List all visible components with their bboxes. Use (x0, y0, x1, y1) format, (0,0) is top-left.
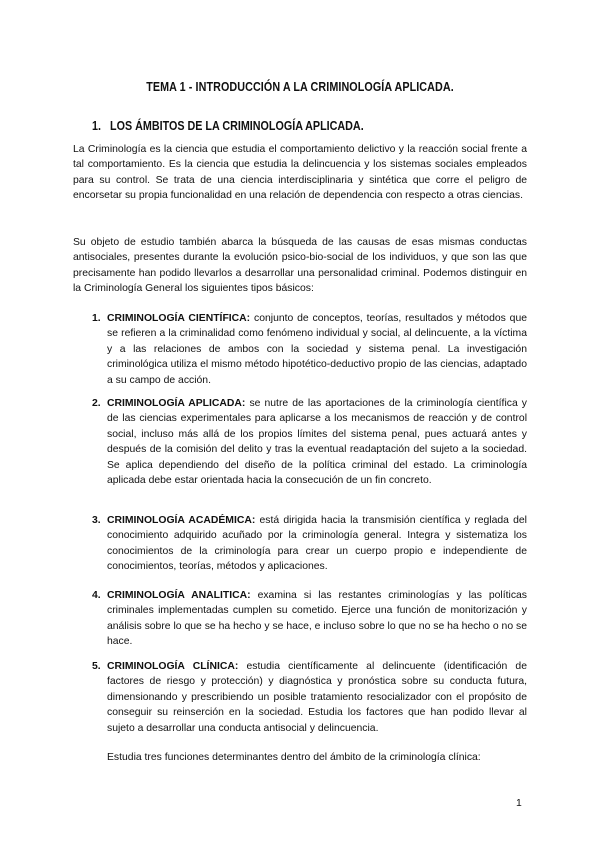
list-item (92, 396, 527, 488)
list-item-term: CRIMINOLOGÍA ACADÉMICA: (107, 515, 256, 526)
document-title: TEMA 1 - INTRODUCCIÓN A LA CRIMINOLOGÍA APLICADA. (146, 80, 454, 94)
list-item-number: 3. (92, 515, 101, 526)
closing-line: Estudia tres funciones determinantes dentro del ámbito de la criminología clínica: (107, 752, 481, 763)
list-item-text: conjunto de conceptos, teorías, resultados y métodos que se refieren a la criminalidad como fenómeno individual y social, al delincuente, a la víctima y a las relaciones de ambos con la sociedad y sistema penal. La investigación criminológica utiliza el mismo método hipotético-deductivo propio de las ciencias, adaptado a su campo de acción. (107, 313, 528, 386)
paragraph-1: La Criminología es la ciencia que estudia el comportamiento delictivo y la reacción social frente a tal comportamiento. Es la ciencia que estudia la delincuencia y los sistemas sociales empleados para su control. Se trata de una ciencia interdisciplinaria y sintética que corre el peligro de encorsetar su propia funcionalidad en una relación de dependencia con respecto a otras ciencias. (73, 144, 527, 202)
section-number: 1. (92, 119, 101, 133)
list-item-number: 1. (92, 313, 101, 324)
list-item-term: CRIMINOLOGÍA ANALITICA: (107, 590, 251, 601)
list-item (92, 513, 527, 575)
section-heading-text: LOS ÁMBITOS DE LA CRIMINOLOGÍA APLICADA. (110, 119, 364, 133)
list-item-term: CRIMINOLOGÍA CIENTÍFICA: (107, 313, 251, 324)
list-item-number: 2. (92, 398, 101, 409)
section-heading (92, 119, 364, 133)
list-item (92, 311, 527, 388)
list-item-text: examina si las restantes criminologías y las políticas criminales implementadas cumplen su cometido. Ejerce una función de monitorización y análisis sobre lo que se ha hecho y se hace, e incluso sobre lo que no se ha hecho o no se hace. (107, 590, 527, 648)
list-item-text: se nutre de las aportaciones de la criminología científica y de las ciencias experimentales para aplicarse a los mecanismos de reacción y de control social, incluso más allá de los propios límites del sistema penal, pues actuará antes y después de la comisión del delito y tras la eventual readaptación del sujeto a la sociedad. Se aplica dependiendo del diseño de la política criminal del estado. La criminología aplicada debe estar orientada hacia la consecución de un fin concreto. (107, 398, 527, 487)
page-number: 1 (516, 798, 522, 809)
list-item-text: estudia científicamente al delincuente (identificación de factores de riesgo y protección) y diagnóstica y pronóstica sobre su conducta futura, dimensionando y prescribiendo un posible tratamiento resocializador con el propósito de conseguir su reinserción en la sociedad. Estudia los factores que han podido llevar al sujeto a desarrollar una conducta antisocial y delincuencia. (107, 661, 527, 734)
list-item-text: está dirigida hacia la transmisión científica y reglada del conocimiento adquirido acuñado por la criminología general. Integra y sistematiza los conocimientos de la criminología para crear un cuerpo propio e independiente de conocimientos, teorías, métodos y aplicaciones. (107, 515, 527, 573)
list-item-term: CRIMINOLOGÍA APLICADA: (107, 398, 246, 409)
list-item (92, 588, 527, 650)
paragraph-2: Su objeto de estudio también abarca la búsqueda de las causas de esas mismas conductas antisociales, presentes durante la evolución psico-bio-social de los individuos, y que son las que precisamente han podido llevarlos a desarrollar una personalidad criminal. Podemos distinguir en la Criminología General los siguientes tipos básicos: (73, 237, 527, 295)
list-item-number: 5. (92, 661, 101, 672)
list-item (92, 659, 527, 736)
list-item-number: 4. (92, 590, 101, 601)
list-item-term: CRIMINOLOGÍA CLÍNICA: (107, 661, 239, 672)
